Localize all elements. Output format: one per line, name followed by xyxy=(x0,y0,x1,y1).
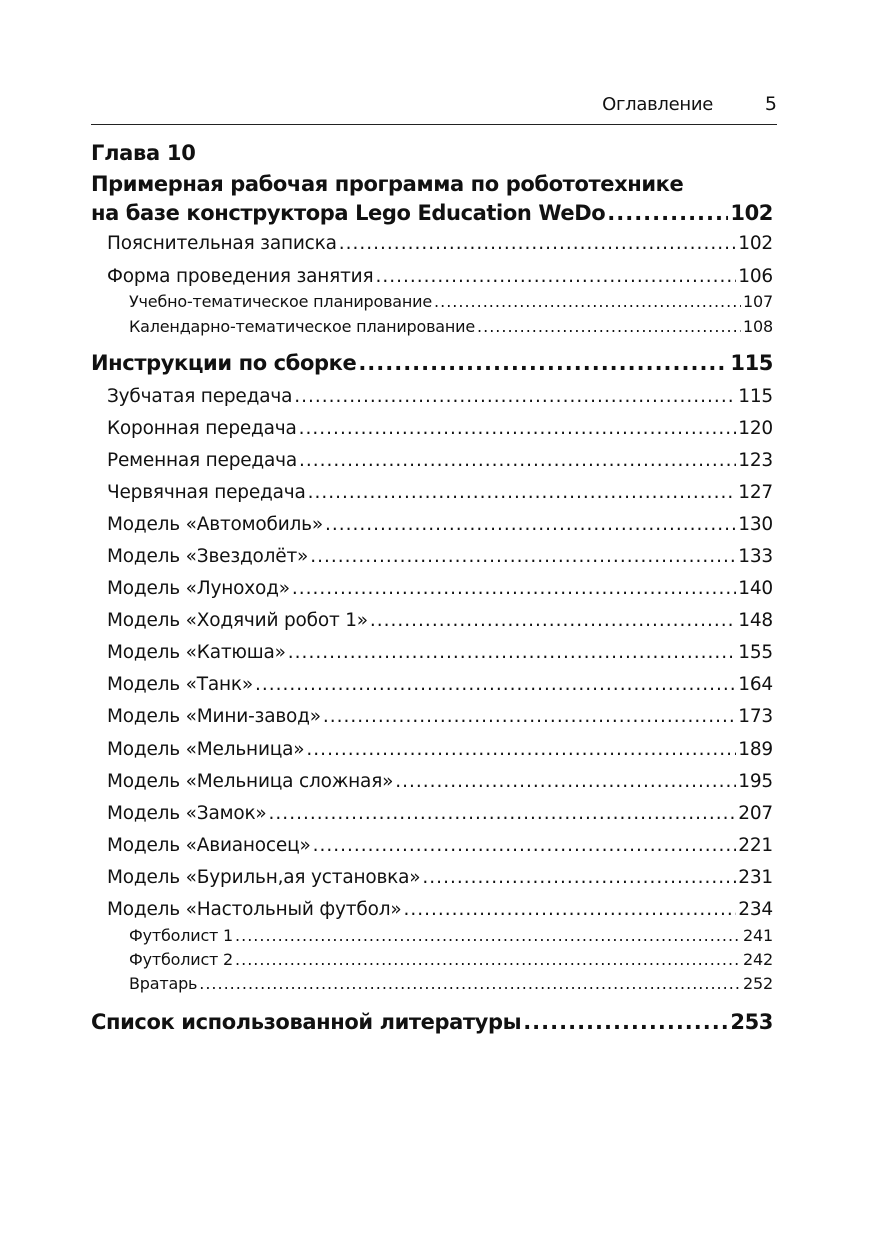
toc-subentry[interactable] xyxy=(129,292,773,311)
toc-entry[interactable] xyxy=(107,418,773,439)
toc-entry-title: Модель «Настольный футбол» xyxy=(107,899,402,920)
toc-entry-title: Модель «Замок» xyxy=(107,803,267,824)
toc-entry-page: 234 xyxy=(738,899,773,920)
dot-leader xyxy=(607,201,728,225)
toc-section-references[interactable] xyxy=(91,1010,773,1034)
toc-entry-title: на базе конструктора Lego Education WeDo xyxy=(91,201,606,225)
dot-leader xyxy=(288,642,736,663)
toc-entry-page: 242 xyxy=(743,950,773,969)
dot-leader xyxy=(339,233,737,254)
dot-leader xyxy=(269,803,737,824)
chapter-label: Глава 10 xyxy=(91,141,196,165)
dot-leader xyxy=(358,351,728,375)
toc-entry[interactable] xyxy=(107,706,773,727)
toc-entry[interactable] xyxy=(107,610,773,631)
toc-entry-page: 148 xyxy=(738,610,773,631)
toc-entry-title: Червячная передача xyxy=(107,482,306,503)
toc-entry[interactable] xyxy=(107,835,773,856)
toc-entry-page: 115 xyxy=(730,351,773,375)
toc-entry-page: 123 xyxy=(738,450,773,471)
toc-entry[interactable] xyxy=(107,739,773,760)
dot-leader xyxy=(292,578,736,599)
dot-leader xyxy=(434,292,741,311)
toc-entry-title: Модель «Мини-завод» xyxy=(107,706,321,727)
toc-entry[interactable] xyxy=(107,674,773,695)
toc-entry-page: 120 xyxy=(738,418,773,439)
dot-leader xyxy=(308,482,737,503)
toc-entry-page: 106 xyxy=(738,266,773,287)
toc-entry[interactable] xyxy=(107,266,773,287)
dot-leader xyxy=(477,317,741,336)
toc-entry-title: Модель «Танк» xyxy=(107,674,254,695)
toc-entry-title: Модель «Автомобиль» xyxy=(107,514,323,535)
dot-leader xyxy=(325,514,736,535)
toc-entry-page: 164 xyxy=(738,674,773,695)
toc-entry-page: 115 xyxy=(738,386,773,407)
toc-entry-page: 231 xyxy=(738,867,773,888)
dot-leader xyxy=(235,950,741,969)
toc-entry-page: 130 xyxy=(738,514,773,535)
toc-entry-title: Футболист 1 xyxy=(129,926,234,945)
toc-entry-page: 241 xyxy=(743,926,773,945)
toc-subentry[interactable] xyxy=(129,974,773,993)
toc-entry-page: 155 xyxy=(738,642,773,663)
toc-entry-page: 102 xyxy=(738,233,773,254)
toc-entry-title: Список использованной литературы xyxy=(91,1010,522,1034)
toc-subentry[interactable] xyxy=(129,926,773,945)
toc-entry-title: Модель «Ходячий робот 1» xyxy=(107,610,368,631)
dot-leader xyxy=(403,899,736,920)
toc-entry-page: 253 xyxy=(730,1010,773,1034)
toc-entry-page: 189 xyxy=(738,739,773,760)
toc-entry[interactable] xyxy=(107,578,773,599)
toc-entry-page: 107 xyxy=(743,292,773,311)
toc-entry-page: 102 xyxy=(730,201,773,225)
toc-entry[interactable] xyxy=(107,450,773,471)
toc-entry-title: Модель «Катюша» xyxy=(107,642,286,663)
toc-entry-page: 140 xyxy=(738,578,773,599)
toc-entry[interactable] xyxy=(107,642,773,663)
dot-leader xyxy=(375,266,736,287)
toc-section-instructions[interactable] xyxy=(91,351,773,375)
toc-entry[interactable] xyxy=(107,386,773,407)
toc-entry-title: Календарно-тематическое планирование xyxy=(129,317,476,336)
toc-entry-page: 108 xyxy=(743,317,773,336)
toc-entry-title: Инструкции по сборке xyxy=(91,351,357,375)
toc-entry-page: 173 xyxy=(738,706,773,727)
toc-entry-page: 252 xyxy=(743,974,773,993)
toc-entry-title: Учебно-тематическое планирование xyxy=(129,292,433,311)
toc-entry-title: Пояснительная записка xyxy=(107,233,337,254)
dot-leader xyxy=(323,706,736,727)
toc-entry-title: Коронная передача xyxy=(107,418,297,439)
toc-entry[interactable] xyxy=(107,546,773,567)
toc-entry-title: Модель «Звездолёт» xyxy=(107,546,309,567)
dot-leader xyxy=(395,771,736,792)
toc-entry-title: Ременная передача xyxy=(107,450,298,471)
dot-leader xyxy=(422,867,736,888)
toc-entry[interactable] xyxy=(107,867,773,888)
toc-entry[interactable] xyxy=(107,899,773,920)
chapter-title-line1: Примерная рабочая программа по робототехнике xyxy=(91,172,684,196)
toc-entry[interactable] xyxy=(107,233,773,254)
toc-subentry[interactable] xyxy=(129,950,773,969)
toc-entry-title: Модель «Мельница» xyxy=(107,739,305,760)
toc-entry[interactable] xyxy=(107,803,773,824)
toc-entry-chapter-10[interactable] xyxy=(91,201,773,225)
dot-leader xyxy=(235,926,741,945)
dot-leader xyxy=(306,739,736,760)
toc-subentry[interactable] xyxy=(129,317,773,336)
toc-entry-page: 221 xyxy=(738,835,773,856)
dot-leader xyxy=(255,674,736,695)
toc-entry-title: Модель «Мельница сложная» xyxy=(107,771,394,792)
page-number: 5 xyxy=(764,93,777,115)
dot-leader xyxy=(299,450,736,471)
toc-entry-title: Футболист 2 xyxy=(129,950,234,969)
dot-leader xyxy=(199,974,741,993)
dot-leader xyxy=(310,546,736,567)
toc-entry-title: Модель «Авианосец» xyxy=(107,835,311,856)
toc-entry-page: 207 xyxy=(738,803,773,824)
header-title: Оглавление xyxy=(602,94,713,115)
page-header xyxy=(91,92,777,125)
toc-entry[interactable] xyxy=(107,482,773,503)
toc-entry-title: Модель «Бурильн,ая установка» xyxy=(107,867,421,888)
dot-leader xyxy=(523,1010,728,1034)
toc-entry[interactable] xyxy=(107,771,773,792)
toc-entry-title: Зубчатая передача xyxy=(107,386,293,407)
toc-entry-page: 133 xyxy=(738,546,773,567)
toc-entry-page: 127 xyxy=(738,482,773,503)
toc-entry[interactable] xyxy=(107,514,773,535)
toc-entry-page: 195 xyxy=(738,771,773,792)
dot-leader xyxy=(299,418,737,439)
toc-entry-title: Вратарь xyxy=(129,974,198,993)
dot-leader xyxy=(313,835,737,856)
dot-leader xyxy=(294,386,736,407)
toc-entry-title: Форма проведения занятия xyxy=(107,266,374,287)
toc-entry-title: Модель «Луноход» xyxy=(107,578,290,599)
dot-leader xyxy=(370,610,736,631)
